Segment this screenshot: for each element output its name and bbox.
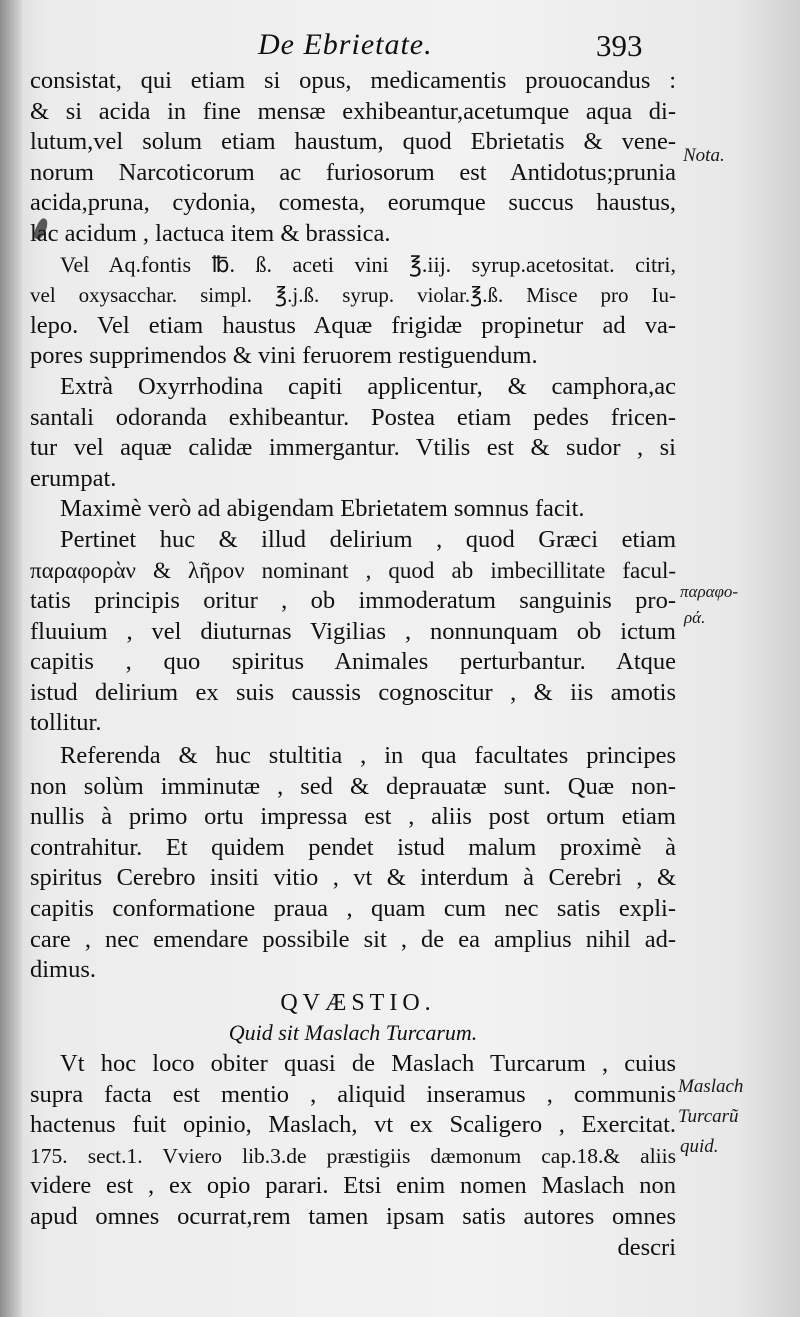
text-line: contrahitur. Et quidem pendet istud malum proximè à bbox=[30, 833, 676, 861]
text-line: pores supprimendos & vini feruorem restiguendum. bbox=[30, 342, 538, 370]
text-line: 175. sect.1. Vviero lib.3.de præstigiis dæmonum cap.18.& aliis bbox=[30, 1143, 676, 1168]
text-line: hactenus fuit opinio, Maslach, vt ex Scaligero , Exercitat. bbox=[30, 1111, 676, 1139]
text-line: vel oxysacchar. simpl. ℥.j.ß. syrup. violar.℥.ß. Misce pro Iu- bbox=[30, 283, 676, 308]
text-line: nullis à primo ortu impressa est , aliis post ortum etiam bbox=[30, 803, 676, 831]
text-line: tollitur. bbox=[30, 709, 102, 737]
text-line: istud delirium ex suis caussis cognoscitur , & iis amotis bbox=[30, 678, 676, 706]
text-line: Vt hoc loco obiter quasi de Maslach Turcarum , cuius bbox=[60, 1050, 676, 1077]
margin-note-paraphora: παραφο- bbox=[680, 582, 739, 601]
text-line: non solùm imminutæ , sed & deprauatæ sunt. Quæ non- bbox=[30, 772, 676, 800]
text-line: care , nec emendare possibile sit , de ea amplius nihil ad- bbox=[30, 925, 676, 953]
text-line: tatis principis oritur , ob immoderatum sanguinis pro- bbox=[30, 587, 676, 615]
text-line: παραφορὰν & λῆρον nominant , quod ab imbecillitate facul- bbox=[30, 557, 676, 583]
margin-note-nota: Nota. bbox=[683, 145, 725, 166]
text-line: lutum,vel solum etiam haustum, quod Ebrietatis & vene- bbox=[30, 128, 676, 156]
text-line: videre est , ex opio parari. Etsi enim nomen Maslach non bbox=[30, 1172, 676, 1200]
text-line: dimus. bbox=[30, 956, 97, 984]
text-line: lepo. Vel etiam haustus Aquæ frigidæ propinetur ad va- bbox=[30, 311, 676, 339]
text-line: Referenda & huc stultitia , in qua facultates principes bbox=[60, 742, 676, 770]
text-line: Vel Aq.fontis ℔. ß. aceti vini ℥.iij. syrup.acetositat. citri, bbox=[60, 251, 676, 277]
text-line: Extrà Oxyrrhodina capiti applicentur, & camphora,ac bbox=[60, 372, 676, 400]
running-title: De Ebrietate. bbox=[258, 28, 433, 61]
margin-note-turcarum: Turcarũ bbox=[678, 1106, 739, 1127]
text-line: tur vel aquæ calidæ immergantur. Vtilis est & sudor , si bbox=[30, 434, 676, 462]
margin-note-quid: quid. bbox=[680, 1136, 719, 1157]
text-line: capitis , quo spiritus Animales perturbantur. Atque bbox=[30, 648, 676, 676]
page-header bbox=[0, 18, 800, 68]
text-line: norum Narcoticorum ac furiosorum est Antidotus;prunia bbox=[30, 158, 676, 186]
catchword: descri bbox=[617, 1233, 676, 1261]
text-line: Maximè verò ad abigendam Ebrietatem somnus facit. bbox=[60, 495, 585, 523]
body-text bbox=[30, 66, 676, 1263]
text-line: capitis conformatione praua , quam cum nec satis expli- bbox=[30, 895, 676, 923]
margin-note-paraphora-cont: ρά. bbox=[684, 608, 706, 627]
section-heading: QVÆSTIO. bbox=[280, 989, 436, 1016]
margin-note-maslach: Maslach bbox=[678, 1076, 744, 1097]
text-line: consistat, qui etiam si opus, medicamentis prouocandus : bbox=[30, 67, 676, 94]
text-line: fluuium , vel diuturnas Vigilias , nonnunquam ob ictum bbox=[30, 617, 676, 645]
page-number: 393 bbox=[596, 28, 643, 63]
text-line: erumpat. bbox=[30, 464, 117, 492]
section-subheading: Quid sit Maslach Turcarum. bbox=[228, 1020, 478, 1046]
text-line: lac acidum , lactuca item & brassica. bbox=[30, 219, 391, 247]
text-line: & si acida in fine mensæ exhibeantur,acetumque aqua di- bbox=[30, 97, 676, 125]
text-line: santali odoranda exhibeantur. Postea etiam pedes fricen- bbox=[30, 403, 676, 431]
gutter-shadow bbox=[0, 0, 22, 1317]
text-line: apud omnes ocurrat,rem tamen ipsam satis autores omnes bbox=[30, 1202, 676, 1230]
text-line: acida,pruna, cydonia, comesta, eorumque succus haustus, bbox=[30, 189, 676, 217]
text-line: spiritus Cerebro insiti vitio , vt & interdum à Cerebri , & bbox=[30, 864, 676, 892]
text-line: supra facta est mentio , aliquid inseramus , communis bbox=[30, 1080, 676, 1108]
text-line: Pertinet huc & illud delirium , quod Græci etiam bbox=[60, 525, 676, 553]
